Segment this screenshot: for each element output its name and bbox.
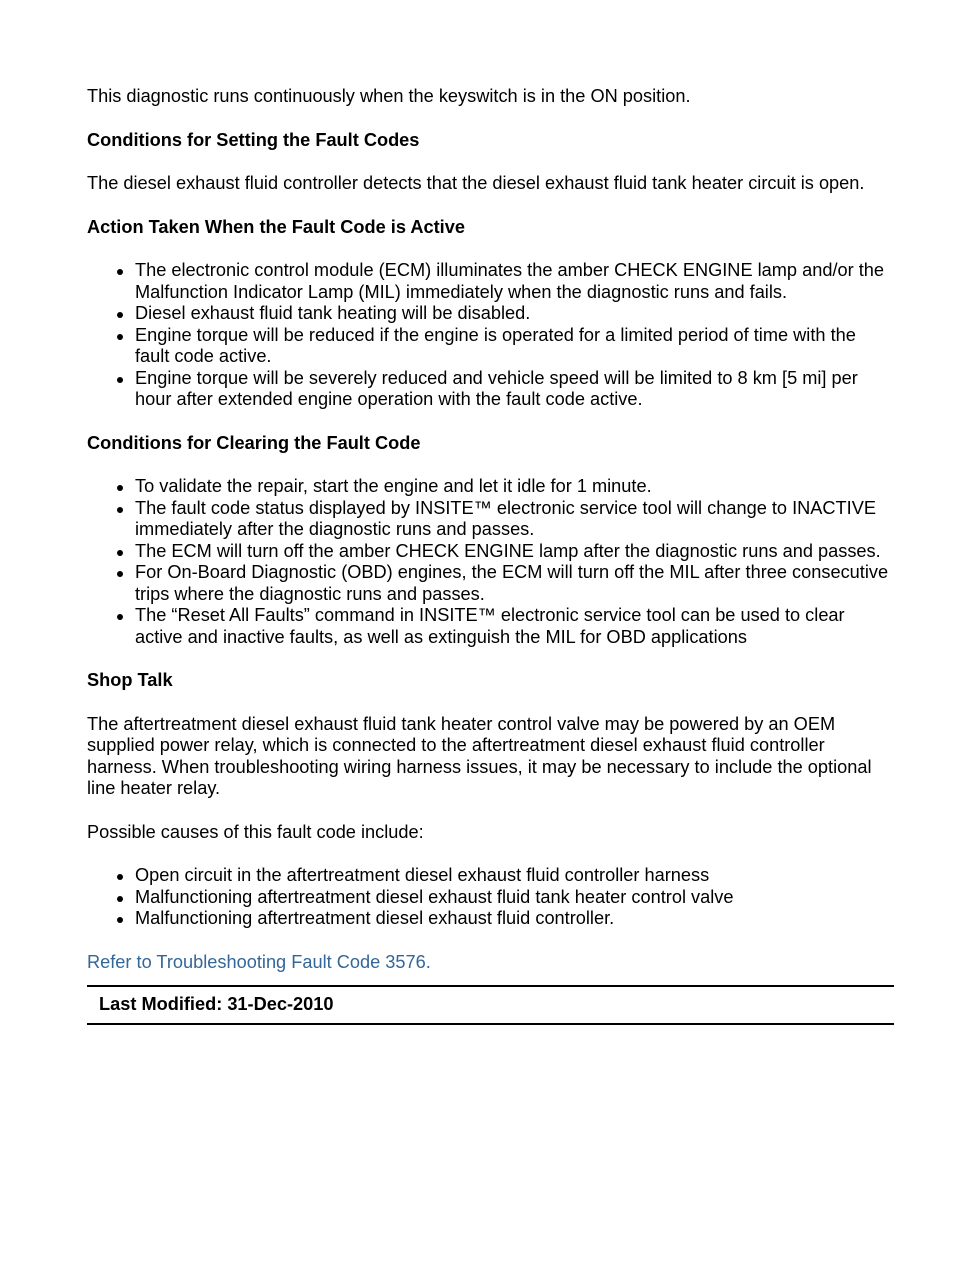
clearing-conditions-list (87, 476, 894, 648)
possible-causes-intro: Possible causes of this fault code include: (87, 821, 424, 842)
setting-conditions-text: The diesel exhaust fluid controller detects that the diesel exhaust fluid tank heater circuit is open. (87, 173, 865, 193)
troubleshooting-link[interactable]: Refer to Troubleshooting Fault Code 3576. (87, 951, 431, 972)
shop-talk-text: The aftertreatment diesel exhaust fluid tank heater control valve may be powered by an OEM supplied power relay, which is connected to the aftertreatment diesel exhaust fluid controller harness. When troubleshooting wiring harness issues, it may be necessary to include the optional line heater relay. (87, 713, 872, 798)
document-page (87, 86, 894, 1025)
list-item: The electronic control module (ECM) illuminates the amber CHECK ENGINE lamp and/or the Malfunction Indicator Lamp (MIL) immediately when the diagnostic runs and fails. (135, 260, 894, 303)
action-taken-list (87, 260, 894, 411)
list-item: Open circuit in the aftertreatment diesel exhaust fluid controller harness (135, 865, 894, 887)
list-item: Malfunctioning aftertreatment diesel exhaust fluid tank heater control valve (135, 887, 894, 909)
list-item: To validate the repair, start the engine and let it idle for 1 minute. (135, 476, 894, 498)
list-item: The “Reset All Faults” command in INSITE™ electronic service tool can be used to clear active and inactive faults, as well as extinguish the MIL for OBD applications (135, 605, 894, 648)
possible-causes-list (87, 865, 894, 930)
intro-paragraph: This diagnostic runs continuously when the keyswitch is in the ON position. (87, 86, 691, 106)
list-item: Engine torque will be severely reduced and vehicle speed will be limited to 8 km [5 mi] per hour after extended engine operation with the fault code active. (135, 368, 894, 411)
list-item: For On-Board Diagnostic (OBD) engines, the ECM will turn off the MIL after three consecutive trips where the diagnostic runs and passes. (135, 562, 894, 605)
last-modified-bar (87, 985, 894, 1025)
clearing-conditions-heading: Conditions for Clearing the Fault Code (87, 432, 421, 453)
list-item: Diesel exhaust fluid tank heating will be disabled. (135, 303, 894, 325)
list-item: Engine torque will be reduced if the engine is operated for a limited period of time with the fault code active. (135, 325, 894, 368)
action-taken-heading: Action Taken When the Fault Code is Active (87, 216, 465, 237)
list-item: Malfunctioning aftertreatment diesel exhaust fluid controller. (135, 908, 894, 930)
list-item: The ECM will turn off the amber CHECK ENGINE lamp after the diagnostic runs and passes. (135, 541, 894, 563)
last-modified-text: Last Modified: 31-Dec-2010 (99, 994, 334, 1014)
list-item: The fault code status displayed by INSITE™ electronic service tool will change to INACTIVE immediately after the diagnostic runs and passes. (135, 498, 894, 541)
shop-talk-heading: Shop Talk (87, 670, 173, 690)
setting-conditions-heading: Conditions for Setting the Fault Codes (87, 129, 420, 150)
